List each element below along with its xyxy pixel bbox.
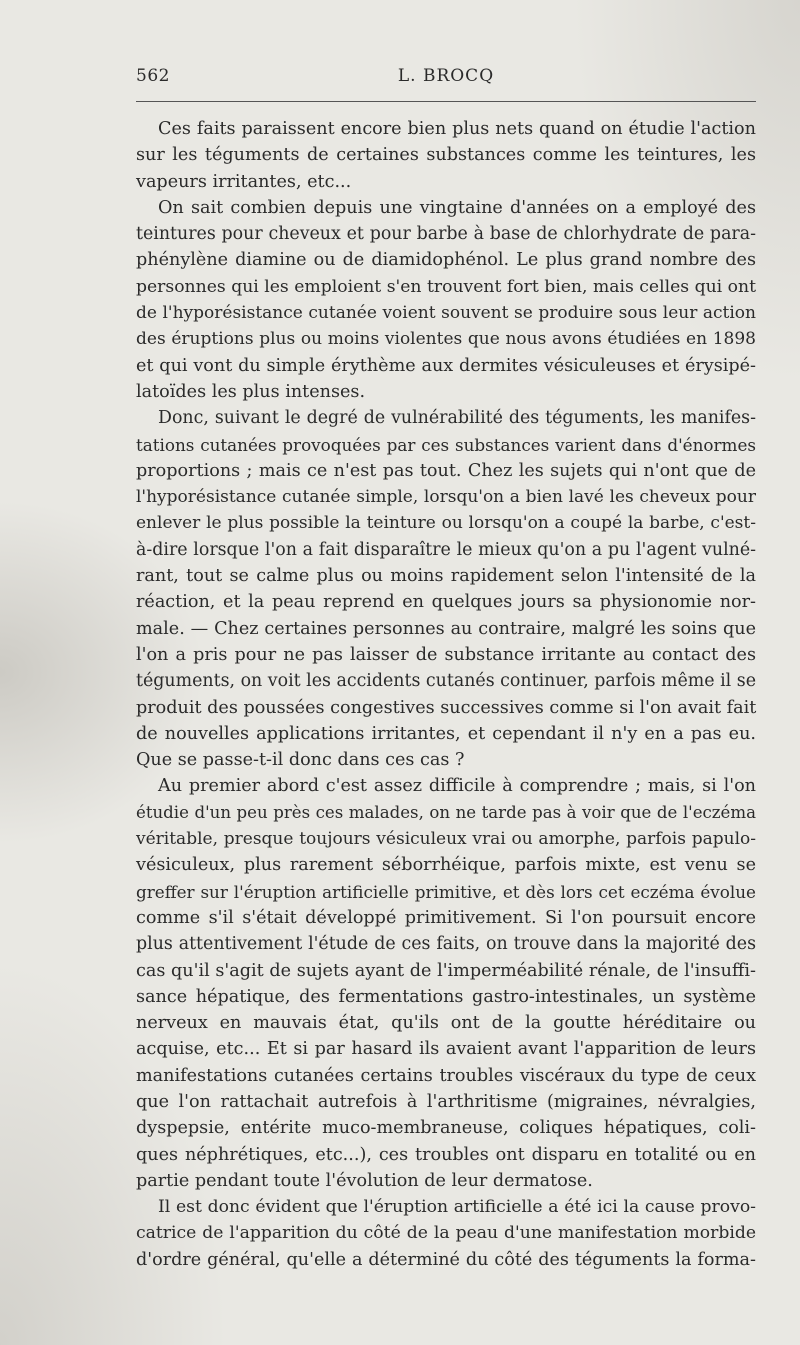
text-line: ques néphrétiques, etc...), ces troubles ont disparu en totalité ou en bbox=[136, 1144, 756, 1165]
text-line: rant, tout se calme plus ou moins rapidement selon l'intensité de la bbox=[136, 566, 756, 587]
text-line: On sait combien depuis une vingtaine d'années on a employé des bbox=[158, 197, 756, 218]
text-line: l'on a pris pour ne pas laisser de substance irritante au contact des bbox=[136, 644, 756, 665]
text-line: plus attentivement l'étude de ces faits, on trouve dans la majorité des bbox=[136, 934, 756, 955]
page-number: 562 bbox=[136, 66, 170, 86]
text-line: sance hépatique, des fermentations gastro-intestinales, un système bbox=[136, 986, 756, 1007]
text-line: produit des poussées congestives successives comme si l'on avait fait bbox=[136, 697, 757, 718]
running-head: L. BROCQ bbox=[397, 66, 495, 86]
text-line: des éruptions plus ou moins violentes que nous avons étudiées en 1898 bbox=[136, 329, 756, 350]
page-header bbox=[136, 66, 756, 96]
text-line: latoïdes les plus intenses. bbox=[136, 381, 366, 402]
text-line: manifestations cutanées certains troubles viscéraux du type de ceux bbox=[136, 1065, 756, 1086]
header-rule bbox=[136, 101, 756, 102]
text-line: étudie d'un peu près ces malades, on ne tarde pas à voir que de l'eczéma bbox=[136, 802, 756, 822]
text-line: à-dire lorsque l'on a fait disparaître le mieux qu'on a pu l'agent vulné- bbox=[136, 539, 756, 560]
text-line: vapeurs irritantes, etc... bbox=[136, 171, 352, 192]
text-line: tations cutanées provoquées par ces substances varient dans d'énormes bbox=[136, 434, 756, 455]
text-line: partie pendant toute l'évolution de leur dermatose. bbox=[136, 1170, 593, 1191]
text-line: comme s'il s'était développé primitivement. Si l'on poursuit encore bbox=[136, 907, 756, 928]
text-line: Donc, suivant le degré de vulnérabilité des téguments, les manifes- bbox=[158, 408, 756, 429]
text-line: d'ordre général, qu'elle a déterminé du côté des téguments la forma- bbox=[136, 1249, 756, 1270]
text-line: et qui vont du simple érythème aux dermites vésiculeuses et érysipé- bbox=[136, 355, 756, 376]
text-line: proportions ; mais ce n'est pas tout. Chez les sujets qui n'ont que de bbox=[136, 460, 756, 481]
text-line: que l'on rattachait autrefois à l'arthritisme (migraines, névralgies, bbox=[136, 1091, 756, 1112]
text-line: greffer sur l'éruption artificielle primitive, et dès lors cet eczéma évolue bbox=[136, 881, 756, 902]
text-line: teintures pour cheveux et pour barbe à base de chlorhydrate de para- bbox=[136, 224, 756, 245]
text-line: Au premier abord c'est assez difficile à comprendre ; mais, si l'on bbox=[158, 776, 756, 797]
text-line: véritable, presque toujours vésiculeux vrai ou amorphe, parfois papulo- bbox=[136, 829, 756, 850]
text-line: acquise, etc... Et si par hasard ils avaient avant l'apparition de leurs bbox=[136, 1039, 756, 1060]
text-line: Que se passe-t-il donc dans ces cas ? bbox=[136, 750, 465, 771]
text-line: de nouvelles applications irritantes, et cependant il n'y en a pas eu. bbox=[136, 723, 756, 744]
text-line: male. — Chez certaines personnes au contraire, malgré les soins que bbox=[136, 618, 756, 639]
text-line: Ces faits paraissent encore bien plus nets quand on étudie l'action bbox=[158, 119, 756, 139]
text-line: enlever le plus possible la teinture ou lorsqu'on a coupé la barbe, c'est- bbox=[136, 513, 756, 534]
text-line: téguments, on voit les accidents cutanés continuer, parfois même il se bbox=[136, 671, 756, 692]
text-line: catrice de l'apparition du côté de la peau d'une manifestation morbide bbox=[136, 1223, 756, 1244]
text-line: dyspepsie, entérite muco-membraneuse, coliques hépatiques, coli- bbox=[136, 1118, 756, 1139]
text-line: sur les téguments de certaines substances comme les teintures, les bbox=[136, 145, 756, 166]
text-line: l'hyporésistance cutanée simple, lorsqu'on a bien lavé les cheveux pour bbox=[136, 487, 756, 508]
text-line: personnes qui les emploient s'en trouvent fort bien, mais celles qui ont bbox=[136, 276, 756, 297]
text-line: phénylène diamine ou de diamidophénol. Le plus grand nombre des bbox=[136, 250, 756, 271]
text-line: cas qu'il s'agit de sujets ayant de l'imperméabilité rénale, de l'insuffi- bbox=[136, 960, 756, 981]
text-line: de l'hyporésistance cutanée voient souvent se produire sous leur action bbox=[136, 303, 756, 324]
text-line: nerveux en mauvais état, qu'ils ont de la goutte héréditaire ou bbox=[136, 1013, 756, 1034]
text-line: Il est donc évident que l'éruption artificielle a été ici la cause provo- bbox=[158, 1197, 756, 1218]
text-line: réaction, et la peau reprend en quelques jours sa physionomie nor- bbox=[136, 592, 756, 613]
body-text bbox=[136, 116, 756, 1273]
text-line: vésiculeux, plus rarement séborrhéique, parfois mixte, est venu se bbox=[136, 855, 756, 876]
